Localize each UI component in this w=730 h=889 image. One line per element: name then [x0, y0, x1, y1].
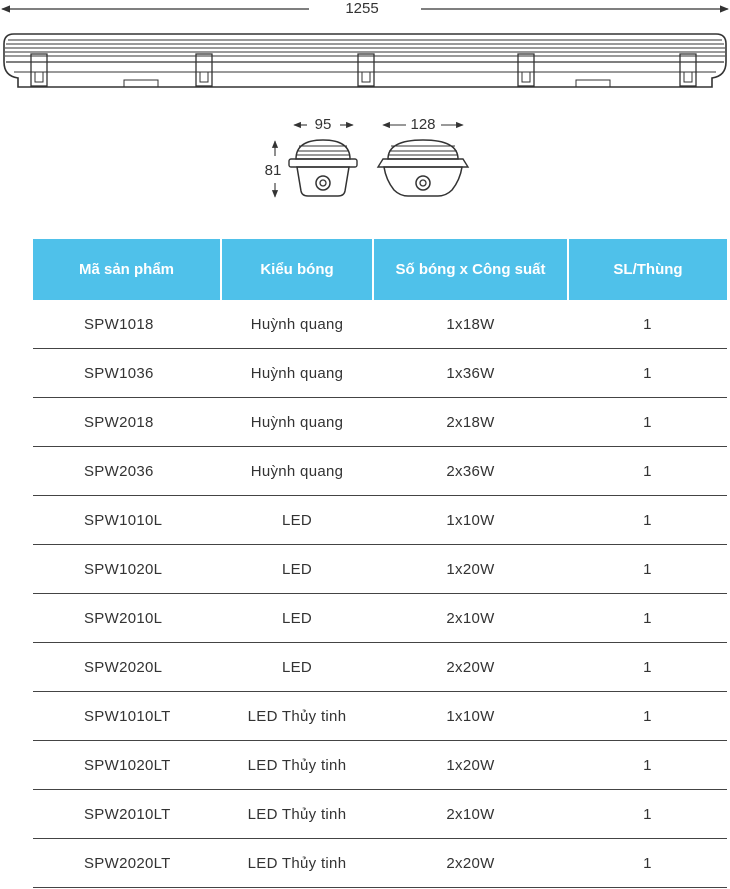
product-code-cell: SPW2020LT: [33, 839, 221, 888]
qty-cell: 1: [568, 643, 727, 692]
qty-cell: 1: [568, 839, 727, 888]
width-b-label: 128: [410, 116, 436, 133]
table-row: [33, 790, 727, 839]
qty-cell: 1: [568, 300, 727, 349]
product-code-cell: SPW2018: [33, 398, 221, 447]
lamp-power-cell: 2x20W: [373, 643, 568, 692]
lamp-power-cell: 1x20W: [373, 545, 568, 594]
table-row: [33, 496, 727, 545]
lamp-power-cell: 1x20W: [373, 741, 568, 790]
length-dimension: [2, 0, 728, 17]
header-lamp-type: Kiểu bóng: [221, 239, 373, 300]
lamp-type-cell: Huỳnh quang: [221, 398, 373, 447]
header-lamp-power: Số bóng x Công suất: [373, 239, 568, 300]
width-dimension-a: [294, 116, 353, 133]
product-drawing: [0, 0, 730, 230]
product-code-cell: SPW1020LT: [33, 741, 221, 790]
fixture-end-view-large: [378, 140, 468, 196]
product-code-cell: SPW2036: [33, 447, 221, 496]
length-label: 1255: [345, 0, 379, 17]
clip-icon: [31, 54, 47, 86]
qty-cell: 1: [568, 790, 727, 839]
table-row: [33, 594, 727, 643]
header-product-code: Mã sản phẩm: [33, 239, 221, 300]
qty-cell: 1: [568, 349, 727, 398]
qty-cell: 1: [568, 398, 727, 447]
product-code-cell: SPW1020L: [33, 545, 221, 594]
product-code-cell: SPW1018: [33, 300, 221, 349]
qty-cell: 1: [568, 692, 727, 741]
lamp-type-cell: Huỳnh quang: [221, 447, 373, 496]
table-row: [33, 349, 727, 398]
product-spec-table: [33, 239, 727, 888]
lamp-power-cell: 2x18W: [373, 398, 568, 447]
qty-cell: 1: [568, 447, 727, 496]
clip-icon: [358, 54, 374, 86]
table-row: [33, 545, 727, 594]
lamp-power-cell: 2x10W: [373, 790, 568, 839]
height-label: 81: [264, 162, 282, 179]
lamp-type-cell: LED: [221, 496, 373, 545]
lamp-type-cell: LED: [221, 545, 373, 594]
lamp-power-cell: 1x18W: [373, 300, 568, 349]
table-row: [33, 300, 727, 349]
table-row: [33, 447, 727, 496]
lamp-type-cell: LED Thủy tinh: [221, 741, 373, 790]
clip-icon: [518, 54, 534, 86]
qty-cell: 1: [568, 741, 727, 790]
product-code-cell: SPW1010LT: [33, 692, 221, 741]
lamp-power-cell: 1x10W: [373, 496, 568, 545]
width-dimension-b: [383, 116, 463, 133]
lamp-power-cell: 2x36W: [373, 447, 568, 496]
lamp-power-cell: 2x10W: [373, 594, 568, 643]
product-code-cell: SPW2010L: [33, 594, 221, 643]
table-row: [33, 741, 727, 790]
header-qty-per-box: SL/Thùng: [568, 239, 727, 300]
table-row: [33, 839, 727, 888]
height-dimension: [265, 141, 282, 197]
table-row: [33, 692, 727, 741]
lamp-type-cell: Huỳnh quang: [221, 300, 373, 349]
table-row: [33, 398, 727, 447]
lamp-power-cell: 2x20W: [373, 839, 568, 888]
lamp-type-cell: Huỳnh quang: [221, 349, 373, 398]
lamp-type-cell: LED: [221, 643, 373, 692]
qty-cell: 1: [568, 496, 727, 545]
fixture-end-view-small: [289, 140, 357, 196]
width-a-label: 95: [314, 116, 332, 133]
lamp-power-cell: 1x10W: [373, 692, 568, 741]
fixture-side-view: [4, 34, 726, 87]
clip-icon: [196, 54, 212, 86]
product-code-cell: SPW2010LT: [33, 790, 221, 839]
table-row: [33, 643, 727, 692]
clip-icon: [680, 54, 696, 86]
lamp-power-cell: 1x36W: [373, 349, 568, 398]
product-code-cell: SPW1036: [33, 349, 221, 398]
table-header-row: [33, 239, 727, 300]
product-code-cell: SPW2020L: [33, 643, 221, 692]
lamp-type-cell: LED Thủy tinh: [221, 839, 373, 888]
lamp-type-cell: LED: [221, 594, 373, 643]
qty-cell: 1: [568, 594, 727, 643]
qty-cell: 1: [568, 545, 727, 594]
lamp-type-cell: LED Thủy tinh: [221, 692, 373, 741]
lamp-type-cell: LED Thủy tinh: [221, 790, 373, 839]
product-code-cell: SPW1010L: [33, 496, 221, 545]
